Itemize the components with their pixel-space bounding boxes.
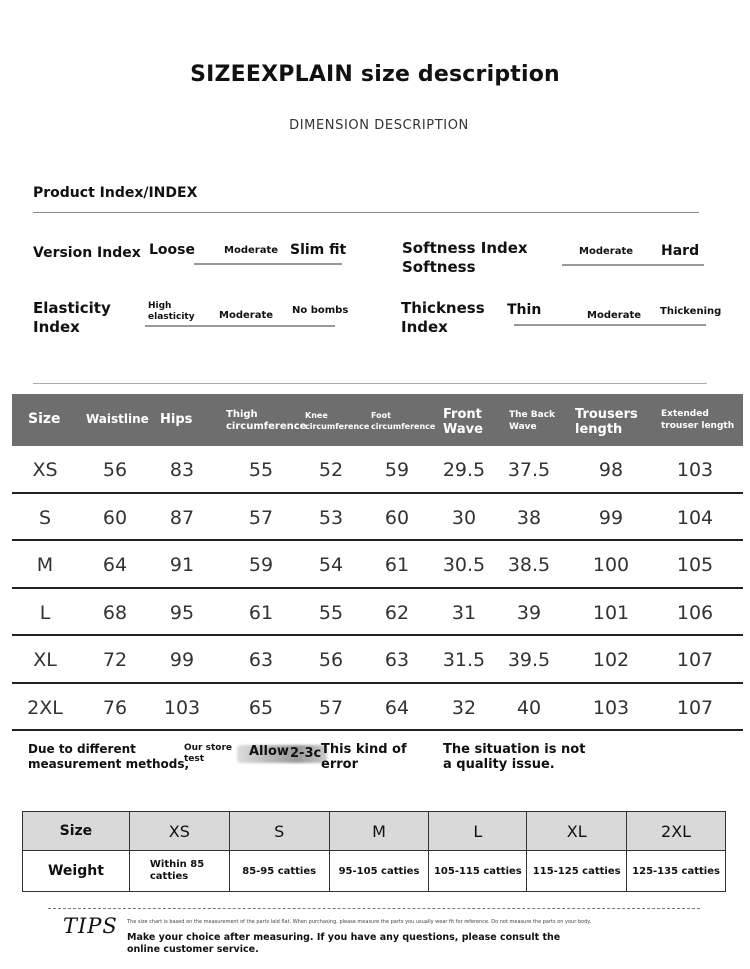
header-back-line1: The Back xyxy=(509,410,556,420)
size-label-cell: L xyxy=(39,601,51,624)
size-table-row xyxy=(12,684,743,732)
note-quality xyxy=(443,742,585,772)
header-extended-line2: trouser length xyxy=(661,421,735,431)
thickness-index-label xyxy=(401,299,485,337)
note-part5-line2: error xyxy=(321,757,358,772)
measurement-cell: 38.5 xyxy=(507,554,551,576)
version-scale-middle: Moderate xyxy=(224,245,279,256)
weight-value-cell: 125-135 catties xyxy=(627,851,726,892)
tips-title: TIPS xyxy=(63,914,118,938)
weight-size-cell: M xyxy=(329,812,429,851)
size-table-row xyxy=(12,541,743,589)
header-size: Size xyxy=(28,411,61,427)
measurement-cell: 61 xyxy=(384,554,410,576)
measurement-cell: 100 xyxy=(592,554,630,576)
header-foot-line1: Foot xyxy=(371,411,391,420)
measurement-cell: 54 xyxy=(318,554,344,576)
note-different-methods xyxy=(28,742,189,772)
size-table-row xyxy=(12,636,743,684)
note-part5-line1: This kind of xyxy=(321,742,407,757)
measurement-cell: 39.5 xyxy=(507,649,551,671)
elasticity-scale-line xyxy=(145,325,335,327)
elasticity-scale-middle: Moderate xyxy=(219,310,274,321)
weight-value-cell: Within 85 catties xyxy=(129,851,229,892)
measurement-cell: 56 xyxy=(102,459,128,481)
elasticity-label-line2: Index xyxy=(33,318,80,336)
weight-table-size-label: Size xyxy=(23,812,130,851)
header-extended-length xyxy=(661,408,734,432)
header-thigh-line2: circumference xyxy=(226,421,307,432)
header-knee-line2: circumference xyxy=(305,422,370,431)
measurement-cell: 56 xyxy=(318,649,344,671)
note-part1-line1: Due to different xyxy=(28,742,136,756)
measurement-cell: 60 xyxy=(384,506,410,529)
weight-table-weight-label: Weight xyxy=(23,851,130,892)
thickness-label-line1: Thickness xyxy=(401,299,485,317)
measurement-cell: 57 xyxy=(318,696,344,719)
measurement-cell: 99 xyxy=(598,506,624,529)
size-table-header xyxy=(12,394,743,446)
weight-size-cell: L xyxy=(429,812,527,851)
measurement-cell: 32 xyxy=(451,696,477,719)
header-back-wave xyxy=(509,409,555,433)
measurement-cell: 65 xyxy=(248,696,274,719)
measurement-cell: 53 xyxy=(318,506,344,529)
header-trousers-line1: Trousers xyxy=(575,407,638,422)
tips-main-text: Make your choice after measuring. If you have any questions, please consult the online customer service. xyxy=(127,932,561,955)
measurement-cell: 72 xyxy=(102,649,128,671)
thickness-scale-right: Thickening xyxy=(660,306,722,317)
product-index-label: Product Index/INDEX xyxy=(33,185,198,201)
measurement-cell: 30 xyxy=(451,506,477,529)
softness-scale-right: Hard xyxy=(661,243,700,259)
header-foot xyxy=(371,410,435,432)
tips-fine-print: The size chart is based on the measurement of the parts laid flat. When purchasing, please measure the parts you usually wear fit for reference. Do not measure the parts on your body. xyxy=(127,919,592,925)
elasticity-scale-right: No bombs xyxy=(292,305,349,316)
softness-scale-middle: Moderate xyxy=(579,246,634,257)
weight-size-cell: S xyxy=(229,812,329,851)
measurement-cell: 91 xyxy=(169,554,195,576)
version-scale-left: Loose xyxy=(149,242,195,258)
elasticity-left-line2: elasticity xyxy=(148,312,195,322)
weight-value-cell: 95-105 catties xyxy=(329,851,429,892)
weight-value-cell: 105-115 catties xyxy=(429,851,527,892)
measurement-cell: 30.5 xyxy=(442,554,486,576)
measurement-cell: 103 xyxy=(592,696,630,719)
size-label-cell: M xyxy=(36,554,54,576)
softness-scale-line xyxy=(562,264,704,266)
note-our-store xyxy=(184,743,232,765)
thickness-scale-left: Thin xyxy=(507,302,542,318)
weight-size-cell: XS xyxy=(129,812,229,851)
header-thigh xyxy=(226,409,306,433)
softness-index-label xyxy=(402,239,528,277)
note-part1-line2: measurement methods, xyxy=(28,757,190,771)
measurement-cell: 59 xyxy=(248,554,274,576)
header-trousers-length xyxy=(575,407,638,437)
measurement-cell: 103 xyxy=(163,696,201,719)
note-part6-line2: a quality issue. xyxy=(443,757,555,772)
header-extended-line1: Extended xyxy=(661,409,709,419)
header-thigh-line1: Thigh xyxy=(226,409,258,420)
measurement-cell: 99 xyxy=(169,649,195,671)
measurement-cell: 106 xyxy=(676,601,714,624)
elasticity-scale-left xyxy=(148,301,195,323)
measurement-cell: 64 xyxy=(102,554,128,576)
section-divider xyxy=(33,383,707,384)
measurement-cell: 55 xyxy=(318,601,344,624)
elasticity-left-line1: High xyxy=(148,301,172,311)
measurement-cell: 37.5 xyxy=(507,459,551,481)
size-table-row xyxy=(12,446,743,494)
note-allow: Allow xyxy=(249,744,289,759)
measurement-cell: 40 xyxy=(516,696,542,719)
note-part2-line1: Our store xyxy=(184,743,233,753)
elasticity-index-label xyxy=(33,299,111,337)
weight-table-size-row xyxy=(23,812,726,851)
measurement-cell: 107 xyxy=(676,696,714,719)
thickness-scale-line xyxy=(514,324,706,326)
measurement-cell: 61 xyxy=(248,601,274,624)
version-scale-right: Slim fit xyxy=(290,242,347,258)
header-back-line2: Wave xyxy=(509,422,537,432)
measurement-cell: 68 xyxy=(102,601,128,624)
weight-size-cell: 2XL xyxy=(627,812,726,851)
weight-table xyxy=(22,811,726,892)
version-index-label: Version Index xyxy=(33,245,141,261)
measurement-cell: 52 xyxy=(318,459,344,481)
size-label-cell: XL xyxy=(33,649,57,671)
header-front-wave xyxy=(443,407,483,437)
measurement-cell: 102 xyxy=(592,649,630,671)
measurement-cell: 76 xyxy=(102,696,128,719)
note-part6-line1: The situation is not xyxy=(443,742,586,757)
measurement-cell: 31.5 xyxy=(442,649,486,671)
header-front-line1: Front xyxy=(443,407,482,422)
size-table xyxy=(12,394,743,731)
size-label-cell: XS xyxy=(32,459,58,481)
weight-value-cell: 115-125 catties xyxy=(527,851,627,892)
size-table-row xyxy=(12,589,743,637)
size-table-body xyxy=(12,446,743,731)
measurement-cell: 87 xyxy=(169,506,195,529)
weight-value-cell: 85-95 catties xyxy=(229,851,329,892)
measurement-cell: 60 xyxy=(102,506,128,529)
header-hips: Hips xyxy=(160,412,193,427)
weight-table-weight-row xyxy=(23,851,726,892)
measurement-cell: 104 xyxy=(676,506,714,529)
measurement-cell: 63 xyxy=(248,649,274,671)
header-trousers-line2: length xyxy=(575,422,623,437)
weight-size-cell: XL xyxy=(527,812,627,851)
measurement-cell: 107 xyxy=(676,649,714,671)
version-scale-line xyxy=(194,263,342,265)
note-part2-line2: test xyxy=(184,754,205,764)
measurement-cell: 105 xyxy=(676,554,714,576)
softness-label-line2: Softness xyxy=(402,258,476,276)
measurement-cell: 63 xyxy=(384,649,410,671)
header-foot-line2: circumference xyxy=(371,422,436,431)
thickness-scale-middle: Moderate xyxy=(587,310,642,321)
measurement-cell: 98 xyxy=(598,459,624,481)
measurement-cell: 95 xyxy=(169,601,195,624)
measurement-cell: 103 xyxy=(676,459,714,481)
measurement-cell: 62 xyxy=(384,601,410,624)
measurement-cell: 31 xyxy=(451,601,477,624)
measurement-cell: 83 xyxy=(169,459,195,481)
page-subtitle: DIMENSION DESCRIPTION xyxy=(289,118,469,133)
measurement-cell: 38 xyxy=(516,506,542,529)
page-title: SIZEEXPLAIN size description xyxy=(190,62,560,87)
measurement-cell: 39 xyxy=(516,601,542,624)
size-label-cell: 2XL xyxy=(27,696,63,719)
note-range: 2-3c xyxy=(290,746,322,761)
product-index-divider xyxy=(33,212,699,213)
tips-divider xyxy=(48,908,700,909)
softness-label-line1: Softness Index xyxy=(402,239,528,257)
measurement-cell: 55 xyxy=(248,459,274,481)
measurement-cell: 57 xyxy=(248,506,274,529)
header-waistline: Waistline xyxy=(86,412,149,426)
elasticity-label-line1: Elasticity xyxy=(33,299,111,317)
measurement-cell: 59 xyxy=(384,459,410,481)
note-kind-of-error xyxy=(321,742,407,772)
size-label-cell: S xyxy=(38,506,52,529)
header-knee-line1: Knee xyxy=(305,411,328,420)
thickness-label-line2: Index xyxy=(401,318,448,336)
header-knee xyxy=(305,410,369,432)
measurement-cell: 64 xyxy=(384,696,410,719)
header-front-line2: Wave xyxy=(443,422,483,437)
measurement-cell: 101 xyxy=(592,601,630,624)
measurement-cell: 29.5 xyxy=(442,459,486,481)
size-table-row xyxy=(12,494,743,542)
